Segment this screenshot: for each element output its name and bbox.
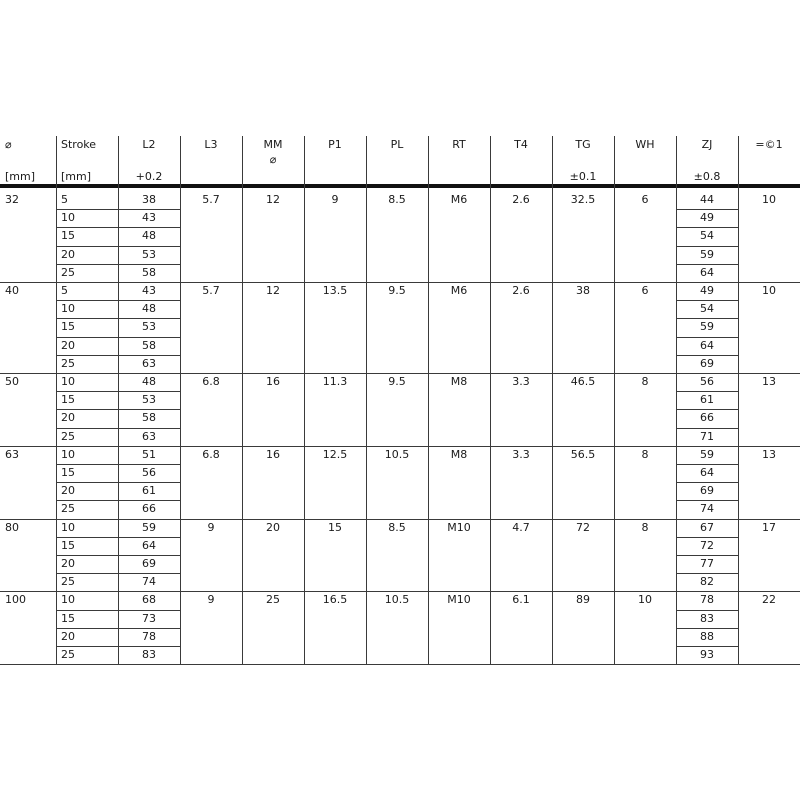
group-divider: [0, 519, 800, 520]
zj-cell: 83: [700, 611, 714, 625]
cell-pl: 10.5: [384, 447, 410, 461]
stroke-cell: 10: [61, 302, 75, 316]
cell-pl: 8.5: [388, 520, 406, 534]
diameter-cell: 50: [5, 375, 19, 388]
cell-mm: 20: [266, 520, 280, 534]
cell-rt: M6: [450, 284, 468, 297]
cell-l3: 6.8: [202, 447, 220, 461]
l2-cell: 43: [142, 284, 156, 297]
header-top-4: MM: [263, 138, 283, 151]
stroke-cell: 25: [61, 429, 75, 443]
header-top-11: ZJ: [701, 138, 713, 151]
row-divider: [676, 610, 738, 611]
column-divider: [428, 136, 429, 664]
l2-cell: 59: [142, 520, 156, 534]
l2-cell: 58: [142, 411, 156, 425]
zj-cell: 56: [700, 375, 714, 388]
row-divider: [676, 227, 738, 228]
cell-tg: 46.5: [570, 375, 596, 388]
cell-mm: 16: [266, 375, 280, 388]
column-divider: [552, 136, 553, 664]
l2-cell: 74: [142, 575, 156, 589]
zj-cell: 66: [700, 411, 714, 425]
stroke-cell: 25: [61, 265, 75, 279]
zj-cell: 54: [700, 302, 714, 316]
column-divider: [304, 136, 305, 664]
zj-cell: 71: [700, 429, 714, 443]
cell-key-width: 13: [762, 375, 776, 388]
row-divider: [676, 628, 738, 629]
row-divider: [676, 573, 738, 574]
zj-cell: 64: [700, 265, 714, 279]
cell-p1: 15: [328, 520, 342, 534]
row-divider: [676, 264, 738, 265]
zj-cell: 54: [700, 229, 714, 243]
stroke-cell: 10: [61, 520, 75, 534]
stroke-cell: 20: [61, 484, 75, 498]
cell-key-width: 10: [762, 284, 776, 297]
header-bottom-9: ±0.1: [569, 170, 597, 183]
stroke-cell: 25: [61, 575, 75, 589]
header-top-7: RT: [452, 138, 466, 151]
cell-key-width: 17: [762, 520, 776, 534]
row-divider: [676, 537, 738, 538]
stroke-cell: 15: [61, 229, 75, 243]
cell-tg: 56.5: [570, 447, 596, 461]
stroke-cell: 15: [61, 320, 75, 334]
row-divider: [56, 646, 180, 647]
diameter-cell: 63: [5, 447, 19, 461]
stroke-cell: 5: [61, 193, 68, 206]
cell-tg: 38: [576, 284, 590, 297]
cell-t4: 4.7: [512, 520, 530, 534]
zj-cell: 49: [700, 284, 714, 297]
row-divider: [56, 482, 180, 483]
row-divider: [56, 391, 180, 392]
row-divider: [56, 610, 180, 611]
stroke-cell: 20: [61, 629, 75, 643]
zj-cell: 69: [700, 356, 714, 370]
zj-cell: 78: [700, 593, 714, 607]
zj-cell: 49: [700, 211, 714, 225]
row-divider: [56, 209, 180, 210]
cell-p1: 11.3: [322, 375, 348, 388]
cell-p1: 9: [331, 193, 339, 206]
row-divider: [676, 464, 738, 465]
l2-cell: 48: [142, 229, 156, 243]
l2-cell: 56: [142, 466, 156, 479]
row-divider: [56, 409, 180, 410]
l2-cell: 69: [142, 557, 156, 570]
l2-cell: 63: [142, 429, 156, 443]
cell-wh: 8: [641, 447, 649, 461]
zj-cell: 59: [700, 320, 714, 334]
l2-cell: 63: [142, 356, 156, 370]
row-divider: [676, 409, 738, 410]
row-divider: [56, 337, 180, 338]
row-divider: [676, 482, 738, 483]
cell-rt: M8: [450, 375, 468, 388]
stroke-cell: 15: [61, 611, 75, 625]
zj-cell: 88: [700, 629, 714, 643]
row-divider: [56, 246, 180, 247]
header-top-1: Stroke: [61, 138, 97, 151]
row-divider: [676, 500, 738, 501]
l2-cell: 43: [142, 211, 156, 225]
row-divider: [676, 555, 738, 556]
row-divider: [676, 355, 738, 356]
header-top-5: P1: [328, 138, 342, 151]
diameter-cell: 80: [5, 520, 19, 534]
zj-cell: 74: [700, 502, 714, 516]
header-top-6: PL: [390, 138, 404, 151]
row-divider: [56, 555, 180, 556]
cell-pl: 8.5: [388, 193, 406, 206]
zj-cell: 82: [700, 575, 714, 589]
column-divider: [366, 136, 367, 664]
cell-key-width: 10: [762, 193, 776, 206]
row-divider: [56, 264, 180, 265]
group-divider: [0, 373, 800, 374]
stroke-cell: 25: [61, 356, 75, 370]
cell-tg: 32.5: [570, 193, 596, 206]
cell-rt: M10: [447, 593, 471, 607]
header-separator: [0, 184, 800, 188]
cell-l3: 5.7: [202, 193, 220, 206]
row-divider: [676, 428, 738, 429]
row-divider: [56, 227, 180, 228]
l2-cell: 61: [142, 484, 156, 498]
header-bottom-0: [mm]: [5, 170, 36, 183]
header-bottom-11: ±0.8: [693, 170, 721, 183]
stroke-cell: 10: [61, 593, 75, 607]
l2-cell: 53: [142, 393, 156, 407]
header-top-2: L2: [142, 138, 156, 151]
row-divider: [56, 573, 180, 574]
header-top-0: ⌀: [5, 138, 12, 151]
l2-cell: 48: [142, 302, 156, 316]
zj-cell: 67: [700, 520, 714, 534]
l2-cell: 48: [142, 375, 156, 388]
l2-cell: 66: [142, 502, 156, 516]
l2-cell: 53: [142, 320, 156, 334]
cell-wh: 6: [641, 193, 649, 206]
row-divider: [676, 337, 738, 338]
stroke-cell: 15: [61, 393, 75, 407]
header-top-8: T4: [514, 138, 528, 151]
cell-rt: M6: [450, 193, 468, 206]
row-divider: [676, 209, 738, 210]
column-divider: [738, 136, 739, 664]
stroke-cell: 10: [61, 375, 75, 388]
column-divider: [614, 136, 615, 664]
header-top-10: WH: [635, 138, 655, 151]
zj-cell: 77: [700, 557, 714, 570]
cell-p1: 12.5: [322, 447, 348, 461]
cell-wh: 10: [638, 593, 652, 607]
diameter-cell: 32: [5, 193, 19, 206]
cell-wh: 8: [641, 375, 649, 388]
cell-wh: 8: [641, 520, 649, 534]
l2-cell: 58: [142, 338, 156, 352]
l2-cell: 38: [142, 193, 156, 206]
diameter-cell: 40: [5, 284, 19, 297]
row-divider: [56, 537, 180, 538]
l2-cell: 78: [142, 629, 156, 643]
row-divider: [56, 464, 180, 465]
l2-cell: 68: [142, 593, 156, 607]
l2-cell: 83: [142, 648, 156, 661]
cell-mm: 16: [266, 447, 280, 461]
header-top-9: TG: [575, 138, 591, 151]
cell-rt: M8: [450, 447, 468, 461]
row-divider: [56, 428, 180, 429]
dimensions-table: [0, 136, 800, 664]
l2-cell: 51: [142, 447, 156, 461]
cell-p1: 16.5: [322, 593, 348, 607]
column-divider: [490, 136, 491, 664]
group-divider: [0, 591, 800, 592]
stroke-cell: 20: [61, 557, 75, 570]
row-divider: [56, 318, 180, 319]
cell-t4: 2.6: [512, 284, 530, 297]
cell-p1: 13.5: [322, 284, 348, 297]
header-bottom-2: +0.2: [135, 170, 163, 183]
stroke-cell: 5: [61, 284, 68, 297]
cell-key-width: 22: [762, 593, 776, 607]
header-bottom-4: ⌀: [269, 153, 277, 166]
stroke-cell: 25: [61, 648, 75, 661]
cell-key-width: 13: [762, 447, 776, 461]
cell-wh: 6: [641, 284, 649, 297]
cell-tg: 89: [576, 593, 590, 607]
cell-t4: 3.3: [512, 447, 530, 461]
l2-cell: 64: [142, 538, 156, 552]
zj-cell: 59: [700, 447, 714, 461]
diameter-cell: 100: [5, 593, 26, 607]
row-divider: [56, 500, 180, 501]
group-divider: [0, 282, 800, 283]
column-divider: [242, 136, 243, 664]
cell-mm: 12: [266, 284, 280, 297]
row-divider: [676, 246, 738, 247]
zj-cell: 64: [700, 338, 714, 352]
stroke-cell: 20: [61, 411, 75, 425]
row-divider: [56, 628, 180, 629]
stroke-cell: 25: [61, 502, 75, 516]
stroke-cell: 10: [61, 211, 75, 225]
group-divider: [0, 664, 800, 665]
stroke-cell: 15: [61, 538, 75, 552]
cell-tg: 72: [576, 520, 590, 534]
stroke-cell: 20: [61, 338, 75, 352]
cell-l3: 6.8: [202, 375, 220, 388]
header-bottom-1: [mm]: [61, 170, 92, 183]
row-divider: [676, 646, 738, 647]
stroke-cell: 10: [61, 447, 75, 461]
cell-t4: 2.6: [512, 193, 530, 206]
zj-cell: 69: [700, 484, 714, 498]
cell-l3: 9: [207, 520, 215, 534]
cell-mm: 25: [266, 593, 280, 607]
cell-pl: 9.5: [388, 284, 406, 297]
cell-pl: 9.5: [388, 375, 406, 388]
cell-t4: 3.3: [512, 375, 530, 388]
cell-l3: 5.7: [202, 284, 220, 297]
l2-cell: 73: [142, 611, 156, 625]
zj-cell: 61: [700, 393, 714, 407]
stroke-cell: 15: [61, 466, 75, 479]
row-divider: [676, 391, 738, 392]
row-divider: [56, 300, 180, 301]
cell-pl: 10.5: [384, 593, 410, 607]
cell-mm: 12: [266, 193, 280, 206]
cell-l3: 9: [207, 593, 215, 607]
cell-t4: 6.1: [512, 593, 530, 607]
cell-rt: M10: [447, 520, 471, 534]
l2-cell: 58: [142, 265, 156, 279]
header-top-3: L3: [204, 138, 218, 151]
row-divider: [56, 355, 180, 356]
zj-cell: 93: [700, 648, 714, 661]
column-divider: [180, 136, 181, 664]
header-top-12: =©1: [755, 138, 783, 151]
group-divider: [0, 446, 800, 447]
stroke-cell: 20: [61, 247, 75, 261]
zj-cell: 72: [700, 538, 714, 552]
zj-cell: 64: [700, 466, 714, 479]
l2-cell: 53: [142, 247, 156, 261]
zj-cell: 44: [700, 193, 714, 206]
row-divider: [676, 300, 738, 301]
zj-cell: 59: [700, 247, 714, 261]
row-divider: [676, 318, 738, 319]
